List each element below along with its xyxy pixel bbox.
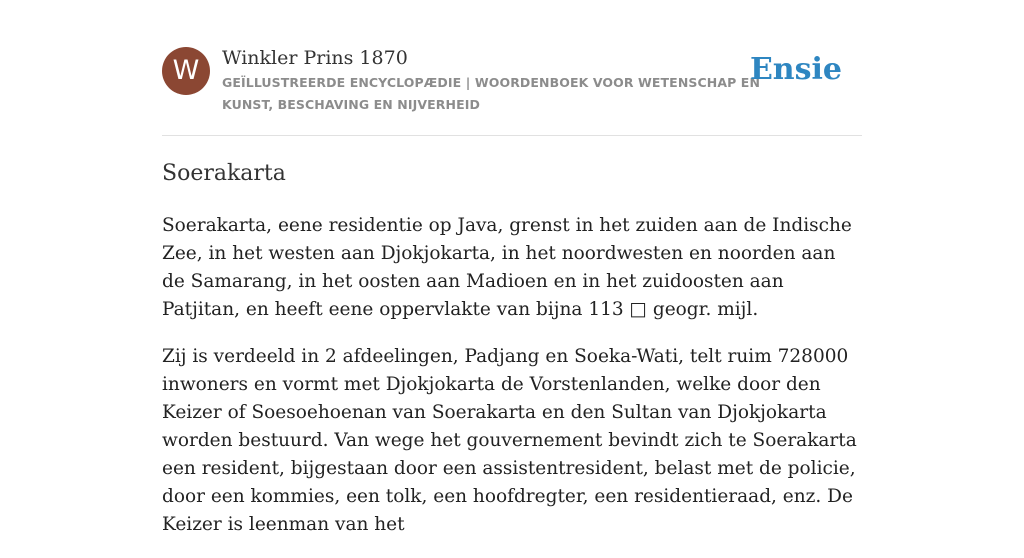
ensie-logo-link[interactable]: Ensie: [749, 52, 842, 87]
page-title: Soerakarta: [162, 161, 286, 186]
source-title[interactable]: Winkler Prins 1870: [222, 47, 408, 69]
source-header: [162, 46, 862, 116]
article-paragraph: Soerakarta, eene residentie op Java, grenst in het zuiden aan de Indische Zee, in het westen aan Djokjokarta, in het noordwesten en noorden aan de Samarang, in het oosten aan Madioen en in het zuidoosten aan Patjitan, en heeft eene oppervlakte van bijna 113 □ geogr. mijl.: [162, 215, 852, 320]
source-avatar[interactable]: W: [162, 47, 210, 95]
article-body: [162, 212, 862, 558]
header-divider: [162, 135, 862, 136]
article-paragraph: Zij is verdeeld in 2 afdeelingen, Padjang en Soeka-Wati, telt ruim 728000 inwoners en vormt met Djokjokarta de Vorstenlanden, welke door den Keizer of Soesoehoenan van Soerakarta en den Sultan van Djokjokarta worden bestuurd. Van wege het gouvernement bevindt zich te Soerakarta een resident, bijgestaan door een assistentresident, belast met de policie, door een kommies, een tolk, een hoofdregter, een residentieraad, enz. De Keizer is leenman van het: [162, 346, 857, 535]
source-subtitle: GEÏLLUSTREERDE ENCYCLOPÆDIE | WOORDENBOEK VOOR WETENSCHAP EN KUNST, BESCHAVING EN NIJVERHEID: [222, 75, 761, 112]
